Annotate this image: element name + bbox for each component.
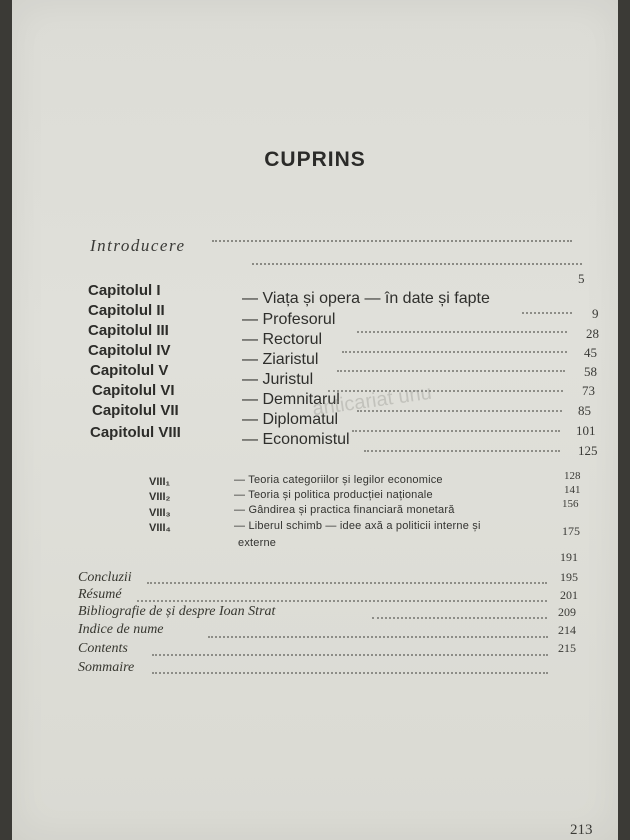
chapter-2-title: — Profesorul: [242, 311, 336, 328]
back-matter-3-label: Bibliografie de și despre Ioan Strat: [78, 604, 276, 619]
back-matter-4-label: Indice de nume: [78, 622, 164, 637]
back-matter-2-dots: [137, 600, 547, 602]
chapter-1-label: Capitolul I: [88, 282, 161, 299]
chapter-5-label: Capitolul V: [90, 362, 169, 379]
intro-leader-dots: [212, 240, 572, 242]
intro-page: 5: [578, 271, 585, 286]
back-matter-1-dots: [147, 582, 547, 584]
intro-label: Introducere: [90, 236, 186, 255]
back-matter-5-label: Contents: [78, 641, 128, 656]
back-matter-1-page: 191: [560, 550, 578, 564]
back-matter-1-label: Concluzii: [78, 570, 132, 585]
subsection-4-page: 175: [562, 524, 580, 538]
back-matter-4-page: 209: [558, 605, 576, 619]
subsection-1-page: 128: [564, 470, 581, 482]
subsection-4-title: — Liberul schimb — idee axă a politicii interne și: [234, 520, 481, 532]
chapter-4-page: 58: [584, 364, 597, 379]
chapter-2-label: Capitolul II: [88, 302, 165, 319]
back-matter-6-dots: [152, 672, 548, 674]
back-matter-5-page: 214: [558, 623, 576, 637]
back-matter-2-label: Résumé: [78, 587, 122, 602]
chapter-5-page: 73: [582, 383, 595, 398]
chapter-7-label: Capitolul VII: [92, 402, 179, 419]
chapter-3-label: Capitolul III: [88, 322, 169, 339]
chapter-8-label: Capitolul VIII: [90, 424, 181, 441]
chapter-7-title: — Diplomatul: [242, 411, 339, 428]
chapter-7-dots: [352, 430, 560, 432]
watermark: anticariat unu: [310, 381, 433, 421]
subsection-2-label: VIII₂: [149, 491, 171, 503]
subsection-4-label: VIII₄: [149, 522, 171, 534]
chapter-3-title: — Rectorul: [242, 331, 323, 348]
chapter-2-dots: [357, 331, 567, 333]
subsection-2-page: 141: [564, 484, 581, 496]
subsection-3-page: 156: [562, 498, 579, 510]
chapter-6-title: — Demnitarul: [242, 391, 340, 408]
page-number: 213: [570, 822, 593, 838]
back-matter-6-page: 215: [558, 641, 576, 655]
back-matter-5-dots: [152, 654, 548, 656]
chapter-8-page: 125: [578, 443, 598, 458]
chapter-4-label: Capitolul IV: [88, 342, 171, 359]
chapter-1-page: 9: [592, 306, 599, 321]
subsection-3-label: VIII₃: [149, 507, 171, 519]
chapter-4-title: — Ziaristul: [242, 351, 319, 368]
back-matter-3-page: 201: [560, 588, 578, 602]
subsection-2-title: — Teoria și politica producției naționale: [234, 489, 433, 501]
subsection-4-title-cont: externe: [238, 537, 277, 549]
subsection-3-title: — Gândirea și practica financiară monetară: [234, 504, 455, 516]
back-matter-2-page: 195: [560, 570, 578, 584]
page-title: CUPRINS: [264, 148, 366, 171]
back-matter-3-dots: [372, 617, 547, 619]
chapter-4-dots: [337, 370, 565, 372]
subsection-1-title: — Teoria categoriilor și legilor economice: [234, 474, 443, 486]
chapter-1-title: — Viața și opera — în date și fapte: [242, 290, 490, 307]
chapter-3-page: 45: [584, 345, 597, 360]
chapter-6-page: 85: [578, 403, 591, 418]
chapter-8-dots: [364, 450, 560, 452]
chapter-5-title: — Juristul: [242, 371, 314, 388]
intro-leader-dots-2: [252, 263, 582, 265]
back-matter-4-dots: [208, 636, 548, 638]
chapter-6-label: Capitolul VI: [92, 382, 175, 399]
chapter-2-page: 28: [586, 326, 599, 341]
chapter-1-dots: [522, 312, 572, 314]
book-page: [12, 0, 618, 840]
chapter-3-dots: [342, 351, 567, 353]
chapter-8-title: — Economistul: [242, 431, 350, 448]
subsection-1-label: VIII₁: [149, 476, 171, 488]
chapter-7-page: 101: [576, 423, 596, 438]
back-matter-6-label: Sommaire: [78, 660, 135, 675]
